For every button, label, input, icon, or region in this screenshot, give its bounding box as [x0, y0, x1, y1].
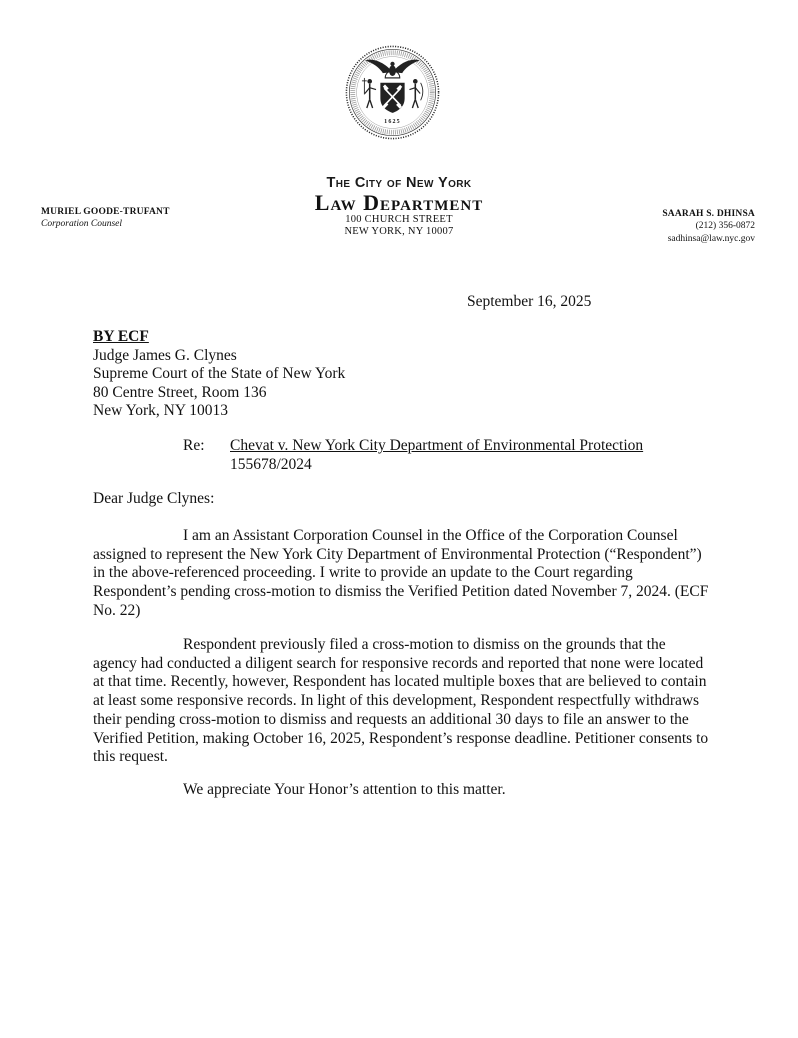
- letterhead-left: [41, 206, 170, 231]
- recipient-city-zip: New York, NY 10013: [93, 402, 229, 420]
- org-city-state-zip: NEW YORK, NY 10007: [344, 226, 454, 238]
- attorney-phone: (212) 356-0872: [695, 221, 755, 232]
- letter-date: September 16, 2025: [467, 293, 592, 310]
- corporation-counsel-title: Corporation Counsel: [41, 219, 123, 230]
- recipient-block: [93, 328, 345, 421]
- body-paragraph-1: I am an Assistant Corporation Counsel in the Office of the Corporation Counsel assigned to represent the New York City Department of Environmental Protection (“Respondent”) in the above-referenced proceeding. I write to provide an update to the Court regarding Respondent’s pending cross-motion to dismiss the Verified Petition dated November 7, 2024. (ECF No. 22): [93, 527, 709, 619]
- recipient-court: Supreme Court of the State of New York: [93, 365, 346, 383]
- corporation-counsel-name: MURIEL GOODE-TRUFANT: [41, 207, 170, 217]
- case-name: Chevat v. New York City Department of Environmental Protection: [230, 437, 644, 454]
- re-content: [230, 437, 643, 475]
- letterhead-right: [662, 208, 755, 245]
- org-department-name: Law Department: [314, 190, 484, 215]
- recipient-street: 80 Centre Street, Room 136: [93, 383, 267, 401]
- attorney-email: sadhinsa@law.nyc.gov: [667, 233, 755, 244]
- seal-year: 1625: [384, 119, 401, 126]
- closing-paragraph: We appreciate Your Honor’s attention to this matter.: [183, 781, 506, 798]
- case-index-number: 155678/2024: [230, 455, 312, 473]
- attorney-name: SAARAH S. DHINSA: [662, 209, 755, 219]
- org-street-address: 100 CHURCH STREET: [345, 214, 453, 226]
- salutation: Dear Judge Clynes:: [93, 490, 215, 507]
- org-city-name: The City of New York: [326, 175, 472, 191]
- recipient-name: Judge James G. Clynes: [93, 346, 237, 364]
- re-block: [183, 437, 643, 475]
- re-label: Re:: [183, 437, 205, 454]
- body-paragraph-2: Respondent previously filed a cross-motion to dismiss on the grounds that the agency had conducted a diligent search for responsive records and reported that none were located at that time. Recently, however, Respondent has located multiple boxes that are believed to contain at least some responsive records. In light of this development, Respondent respectfully withdraws their pending cross-motion to dismiss and requests an additional 30 days to file an answer to the Verified Petition, making October 16, 2025, Respondent’s response deadline. Petitioner consents to this request.: [93, 636, 709, 766]
- nyc-city-seal-icon: [344, 44, 441, 141]
- delivery-method: BY ECF: [93, 328, 149, 345]
